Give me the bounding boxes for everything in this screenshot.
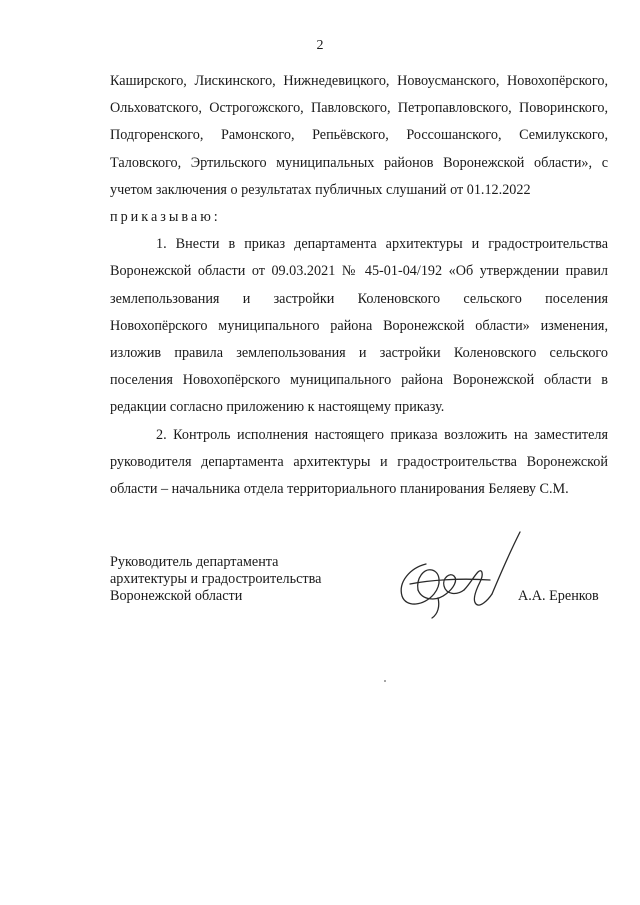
scan-artifact — [384, 680, 386, 682]
signer-name: А.А. Еренков — [518, 588, 599, 604]
signer-title-line-3: Воронежской области — [110, 588, 243, 604]
page-number: 2 — [316, 38, 324, 53]
order-word: приказываю: — [110, 209, 221, 226]
signer-title — [110, 554, 321, 605]
intro-paragraph: Каширского, Лискинского, Нижнедевицкого, Новоусманского, Новохопёрского, Ольховатского, Острогожского, Павловского, Петропавловского, Поворинского, Подгоренского, Рамонского, Репьёвского, Россошанского, Семилукского, Таловского, Эртильского муниципальных районов Воронежской области», с учетом заключения о результатах публичных слушаний от 01.12.2022 — [110, 73, 608, 198]
document-body — [110, 68, 608, 503]
signer-title-line-1: Руководитель департамента — [110, 554, 279, 570]
order-item-1: 1. Внести в приказ департамента архитектуры и градостроительства Воронежской области от 09.03.2021 № 45-01-04/192 «Об утверждении правил землепользования и застройки Коленовского сельского поселения Новохопёрского муниципального района Воронежской области» изменения, изложив правила землепользования и застройки Коленовского сельского поселения Новохопёрского муниципального района Воронежской области в редакции согласно приложению к настоящему приказу. — [110, 236, 608, 416]
handwritten-signature-icon — [380, 520, 530, 630]
order-item-2: 2. Контроль исполнения настоящего приказа возложить на заместителя руководителя департамента архитектуры и градостроительства Воронежской области – начальника отдела территориального планирования Беляеву С.М. — [110, 426, 608, 498]
signer-title-line-2: архитектуры и градостроительства — [110, 571, 322, 587]
